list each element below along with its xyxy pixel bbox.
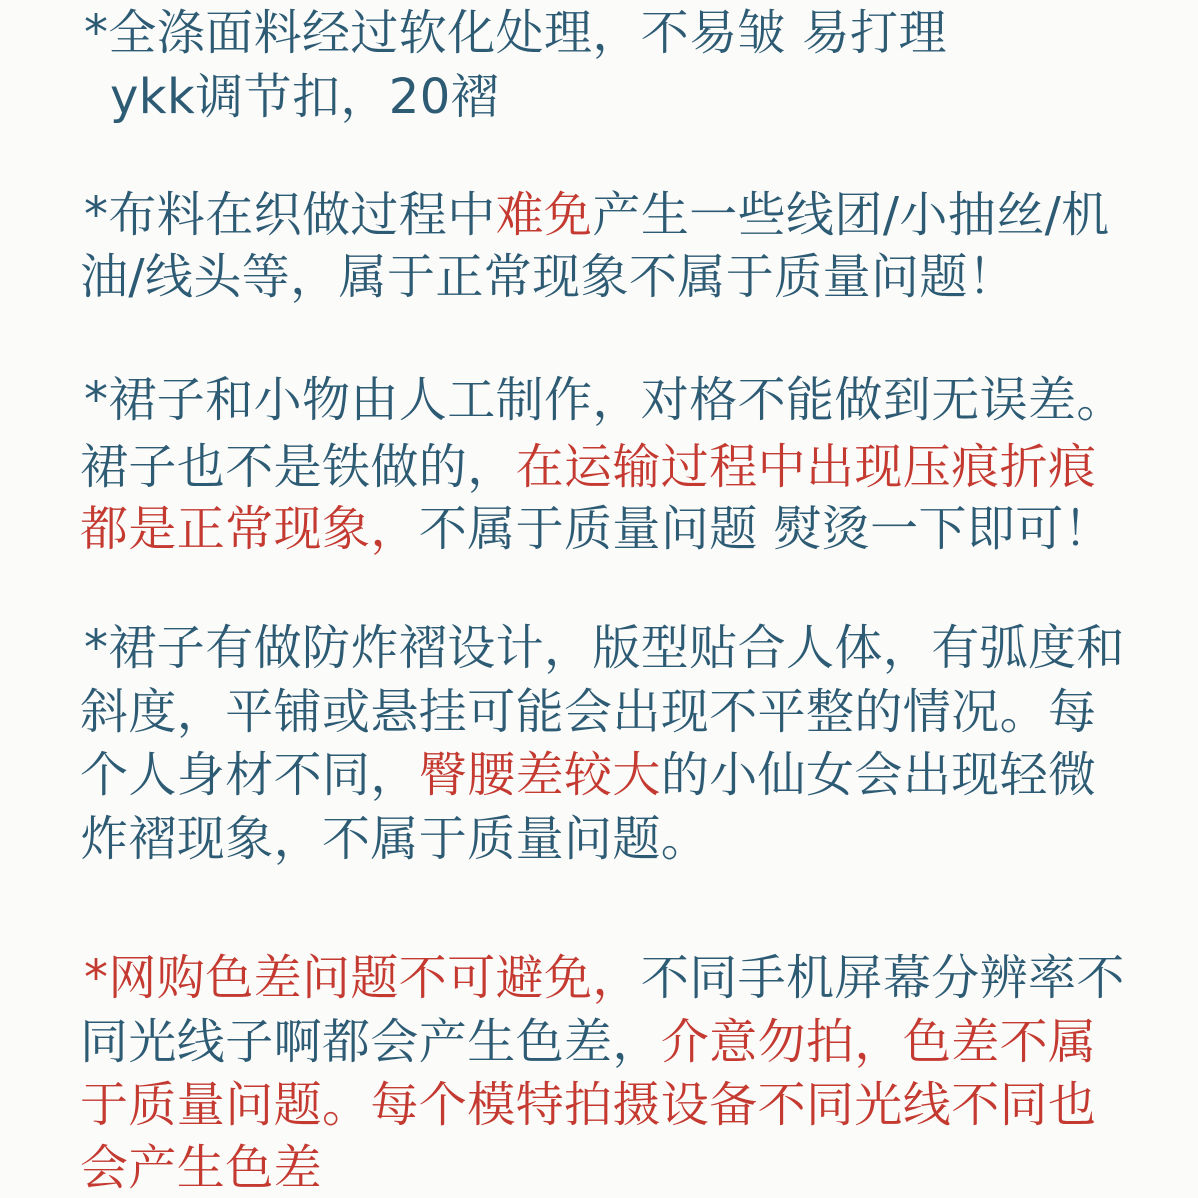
text-line <box>80 747 1097 803</box>
highlight-segment: 色差问题不可避免， <box>205 950 641 1006</box>
text-segment: 个人身材不同， <box>80 747 419 803</box>
text-segment: 同光线子啊都会产生色差， <box>80 1014 661 1070</box>
text-segment: 不属于质量问题 熨烫一下即可！ <box>418 501 1113 557</box>
text-segment: *全涤面料经过软化处理，不易皱 易打理 <box>84 5 947 61</box>
highlight-segment: 介意勿拍，色差不属 <box>660 1014 1097 1070</box>
text-segment: 炸褶现象，不属于质量问题。 <box>80 811 710 867</box>
text-line <box>80 1014 1097 1070</box>
text-line <box>84 372 1125 428</box>
highlight-segment: 会产生色差 <box>80 1140 323 1196</box>
text-line <box>80 1077 1097 1133</box>
text-segment: ykk调节扣，20褶 <box>110 69 500 125</box>
text-segment: 产生一些线团/小抽丝/机 <box>592 187 1110 243</box>
text-line <box>80 811 710 867</box>
text-line <box>84 620 1125 676</box>
highlight-segment: 难免 <box>495 187 593 243</box>
highlight-segment: *网购 <box>84 950 206 1006</box>
text-segment: *裙子和小物由人工制作，对格不能做到无误差。 <box>84 372 1125 428</box>
text-line <box>80 684 1097 740</box>
text-line <box>80 501 1113 557</box>
text-segment: 不同手机屏幕分辨率不 <box>640 950 1125 1006</box>
text-line <box>84 187 1110 243</box>
text-segment: *裙子有做防炸褶设计，版型贴合人体，有弧度和 <box>84 620 1125 676</box>
text-line <box>80 249 1017 305</box>
text-line <box>110 69 500 125</box>
text-line <box>80 439 1097 495</box>
text-segment: 的小仙女会出现轻微 <box>660 747 1097 803</box>
text-segment: 斜度，平铺或悬挂可能会出现不平整的情况。每 <box>80 684 1097 740</box>
text-segment: 裙子也不是铁做的， <box>80 439 516 495</box>
text-line <box>80 1140 323 1196</box>
highlight-segment: 臀腰差较大 <box>418 747 661 803</box>
highlight-segment: 在运输过程中出现压痕折痕 <box>515 439 1097 495</box>
text-line <box>84 5 947 61</box>
highlight-segment: 都是正常现象， <box>80 501 419 557</box>
text-segment: *布料在织做过程中 <box>84 187 496 243</box>
highlight-segment: 于质量问题。每个模特拍摄设备不同光线不同也 <box>80 1077 1097 1133</box>
text-line <box>84 950 1125 1006</box>
text-segment: 油/线头等，属于正常现象不属于质量问题！ <box>80 249 1017 305</box>
